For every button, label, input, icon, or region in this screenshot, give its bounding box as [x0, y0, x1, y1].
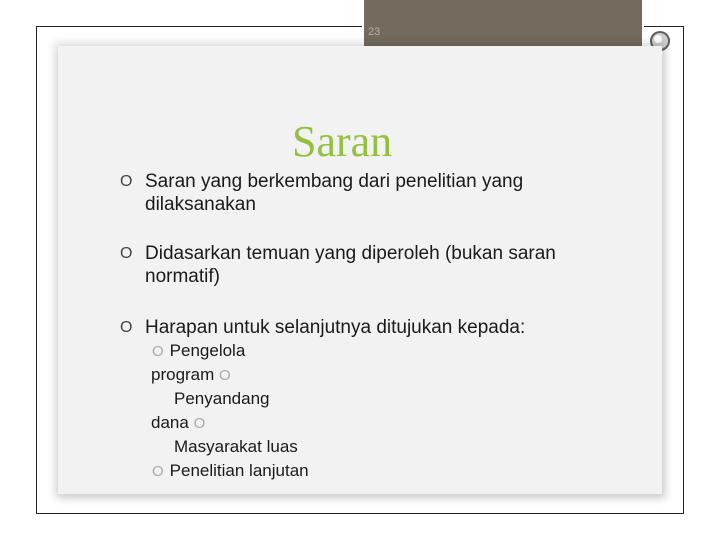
sub-bullet-text: Pengelola: [169, 341, 246, 360]
sub-bullet-line: [174, 387, 269, 411]
sub-bullet-text: Penelitian lanjutan: [169, 461, 309, 480]
bullet-text: Harapan untuk selanjutnya ditujukan kepada:: [145, 317, 526, 338]
circle-bullet-icon: O: [152, 463, 164, 480]
circle-bullet-icon: O: [219, 367, 231, 384]
circle-bullet-icon: O: [120, 173, 133, 190]
sub-bullet-line: [174, 435, 298, 459]
sub-bullet-text: program: [151, 365, 215, 384]
bullet-text: Saran yang berkembang dari penelitian yang dilaksanakan: [145, 171, 524, 215]
sub-bullet-line: [152, 459, 309, 484]
circle-bullet-icon: O: [193, 415, 206, 432]
bullet-text: Didasarkan temuan yang diperoleh (bukan saran normatif): [145, 243, 556, 287]
sub-bullet-text: Penyandang: [174, 389, 270, 408]
sub-bullet-text: Masyarakat luas: [174, 437, 298, 456]
sub-bullet-line: [151, 363, 237, 388]
sub-bullet-line: [152, 339, 245, 364]
circle-bullet-icon: O: [152, 343, 164, 360]
circle-bullet-icon: O: [120, 245, 133, 262]
bullet-item: [120, 316, 590, 339]
slide-title: Saran: [292, 117, 393, 166]
bullet-item: [120, 242, 590, 288]
sub-bullet-text: dana: [151, 413, 189, 432]
bullet-item: [120, 170, 590, 216]
slide-number: 23: [368, 26, 381, 38]
sub-bullet-line: [151, 411, 211, 436]
circle-bullet-icon: O: [120, 319, 133, 336]
header-tab: [362, 0, 644, 46]
